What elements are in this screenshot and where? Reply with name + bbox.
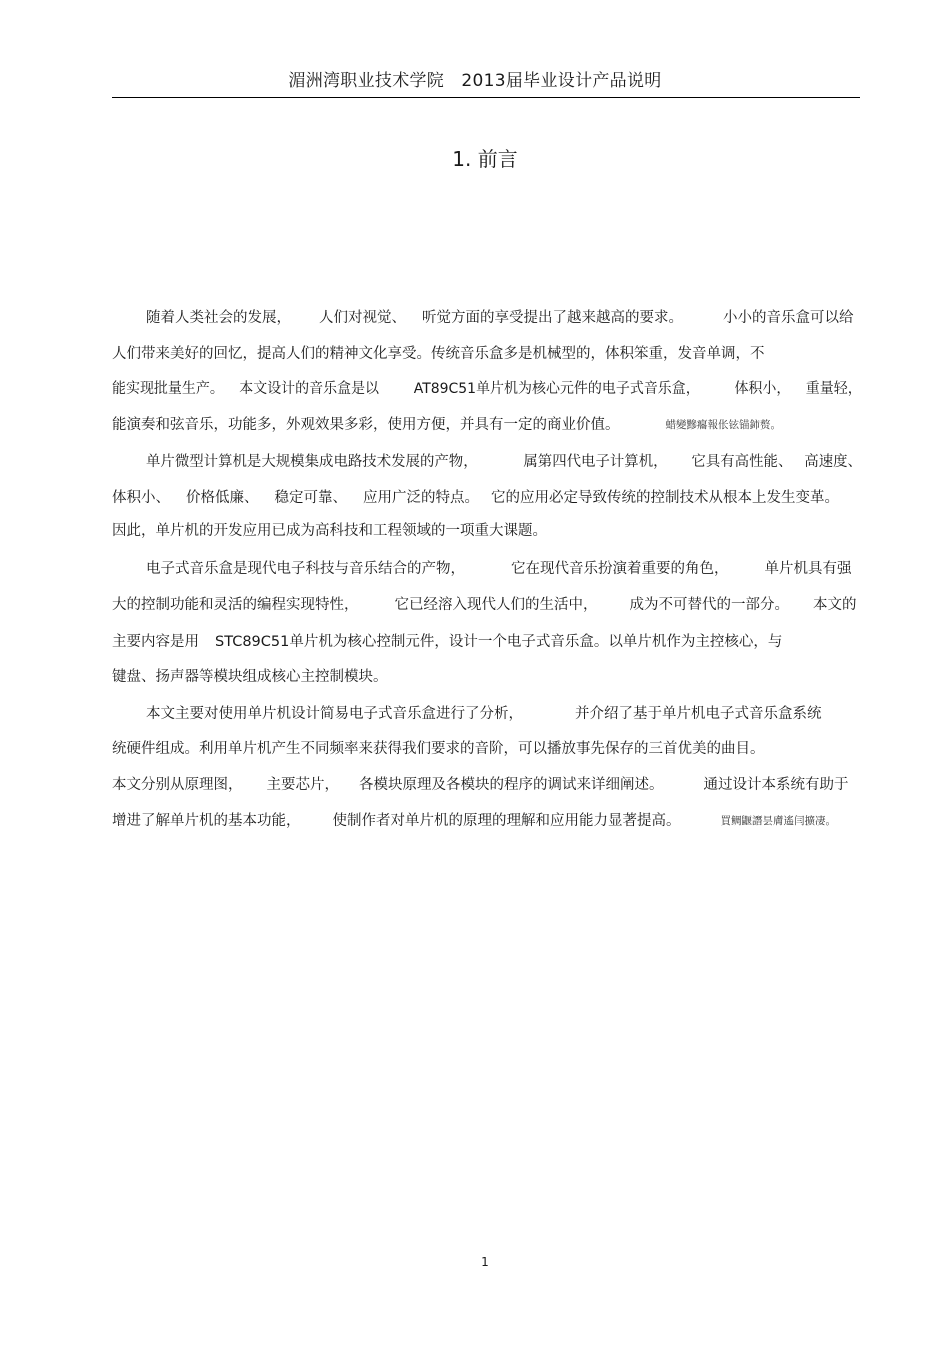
- text-segment: 能演奏和弦音乐，功能多，外观效果多彩，使用方便，并具有一定的商业价值。: [112, 417, 620, 433]
- text-segment: 价格低廉、: [186, 490, 259, 506]
- text-segment: 通过设计本系统有助于: [703, 777, 849, 793]
- paragraph-3-line-1: [146, 559, 852, 579]
- text-segment: 它的应用必定导致传统的控制技术从根本上发生变革。: [491, 490, 839, 506]
- text-segment: 各模块原理及各模块的程序的调试来详细阐述。: [359, 777, 664, 793]
- text-segment: 电子式音乐盒是现代电子科技与音乐结合的产物，: [146, 561, 465, 577]
- text-segment: 单片机具有强: [764, 561, 852, 577]
- page-number: 1: [481, 1255, 489, 1269]
- text-segment: 属第四代电子计算机，: [523, 454, 668, 470]
- text-segment: 本文设计的音乐盒是以: [239, 381, 380, 397]
- paragraph-4-line-3: [112, 775, 849, 795]
- header-divider: [112, 97, 860, 98]
- paragraph-3-line-2: [112, 595, 857, 615]
- text-segment: 本文分别从原理图，: [112, 777, 243, 793]
- paragraph-4-line-2: 统硬件组成。利用单片机产生不同频率来获得我们要求的音阶，可以播放事先保存的三首优美的曲目。: [112, 741, 765, 757]
- paragraph-1-line-4: [112, 415, 781, 435]
- text-segment: AT89C51单片机为核心元件的电子式音乐盒，: [413, 381, 700, 397]
- text-segment: 高速度、: [804, 454, 862, 470]
- paragraph-2-line-1: [146, 452, 862, 472]
- text-segment: 听觉方面的享受提出了越来越高的要求。: [422, 310, 683, 326]
- text-segment: 它已经溶入现代人们的生活中，: [394, 597, 598, 613]
- section-heading: 1. 前言: [452, 147, 518, 171]
- text-segment: 增进了解单片机的基本功能，: [112, 813, 301, 829]
- paragraph-4-line-4: [112, 811, 836, 831]
- text-segment: 它在现代音乐扮演着重要的角色，: [511, 561, 729, 577]
- text-segment: 体积小，: [734, 381, 791, 397]
- text-segment: 人们对视觉、: [319, 310, 406, 326]
- text-segment: 本文的: [813, 597, 857, 613]
- paragraph-2-line-2: [112, 488, 839, 508]
- text-segment: 体积小、: [112, 490, 170, 506]
- text-segment: 并介绍了基于单片机电子式音乐盒系统: [575, 706, 822, 722]
- watermark-text: 買鲷鼴譖昙膚遙闫擴凄。: [720, 815, 836, 827]
- watermark-text: 蜡變黲癟報伥铉锚鈰赘。: [665, 419, 781, 431]
- text-segment: 能实现批量生产。: [112, 381, 224, 397]
- text-segment: 应用广泛的特点。: [363, 490, 479, 506]
- text-segment: 它具有高性能、: [691, 454, 793, 470]
- text-segment: 大的控制功能和灵活的编程实现特性，: [112, 597, 359, 613]
- text-segment: 主要内容是用: [112, 634, 199, 650]
- text-segment: 本文主要对使用单片机设计简易电子式音乐盒进行了分析，: [146, 706, 523, 722]
- text-segment: 随着人类社会的发展，: [146, 310, 291, 326]
- paragraph-1-line-2: 人们带来美好的回忆，提高人们的精神文化享受。传统音乐盒多是机械型的，体积笨重，发音单调，不: [112, 346, 765, 362]
- running-header-title: 湄洲湾职业技术学院 2013届毕业设计产品说明: [288, 71, 662, 91]
- text-segment: 小小的音乐盒可以给: [723, 310, 854, 326]
- paragraph-2-line-3: 因此，单片机的开发应用已成为高科技和工程领域的一项重大课题。: [112, 523, 547, 539]
- text-segment: 成为不可替代的一部分。: [629, 597, 789, 613]
- paragraph-3-line-3: [112, 632, 782, 652]
- text-segment: 主要芯片，: [266, 777, 339, 793]
- text-segment: 使制作者对单片机的原理的理解和应用能力显著提高。: [332, 813, 681, 829]
- text-segment: 重量轻，: [805, 381, 862, 397]
- paragraph-1-line-3: [112, 379, 862, 399]
- paragraph-3-line-4: 键盘、扬声器等模块组成核心主控制模块。: [112, 669, 388, 685]
- text-segment: 单片微型计算机是大规模集成电路技术发展的产物，: [146, 454, 478, 470]
- paragraph-1-line-1: [146, 308, 854, 328]
- text-segment: 稳定可靠、: [274, 490, 347, 506]
- text-segment: STC89C51单片机为核心控制元件，设计一个电子式音乐盒。以单片机作为主控核心，与: [215, 634, 783, 650]
- paragraph-4-line-1: [146, 704, 822, 724]
